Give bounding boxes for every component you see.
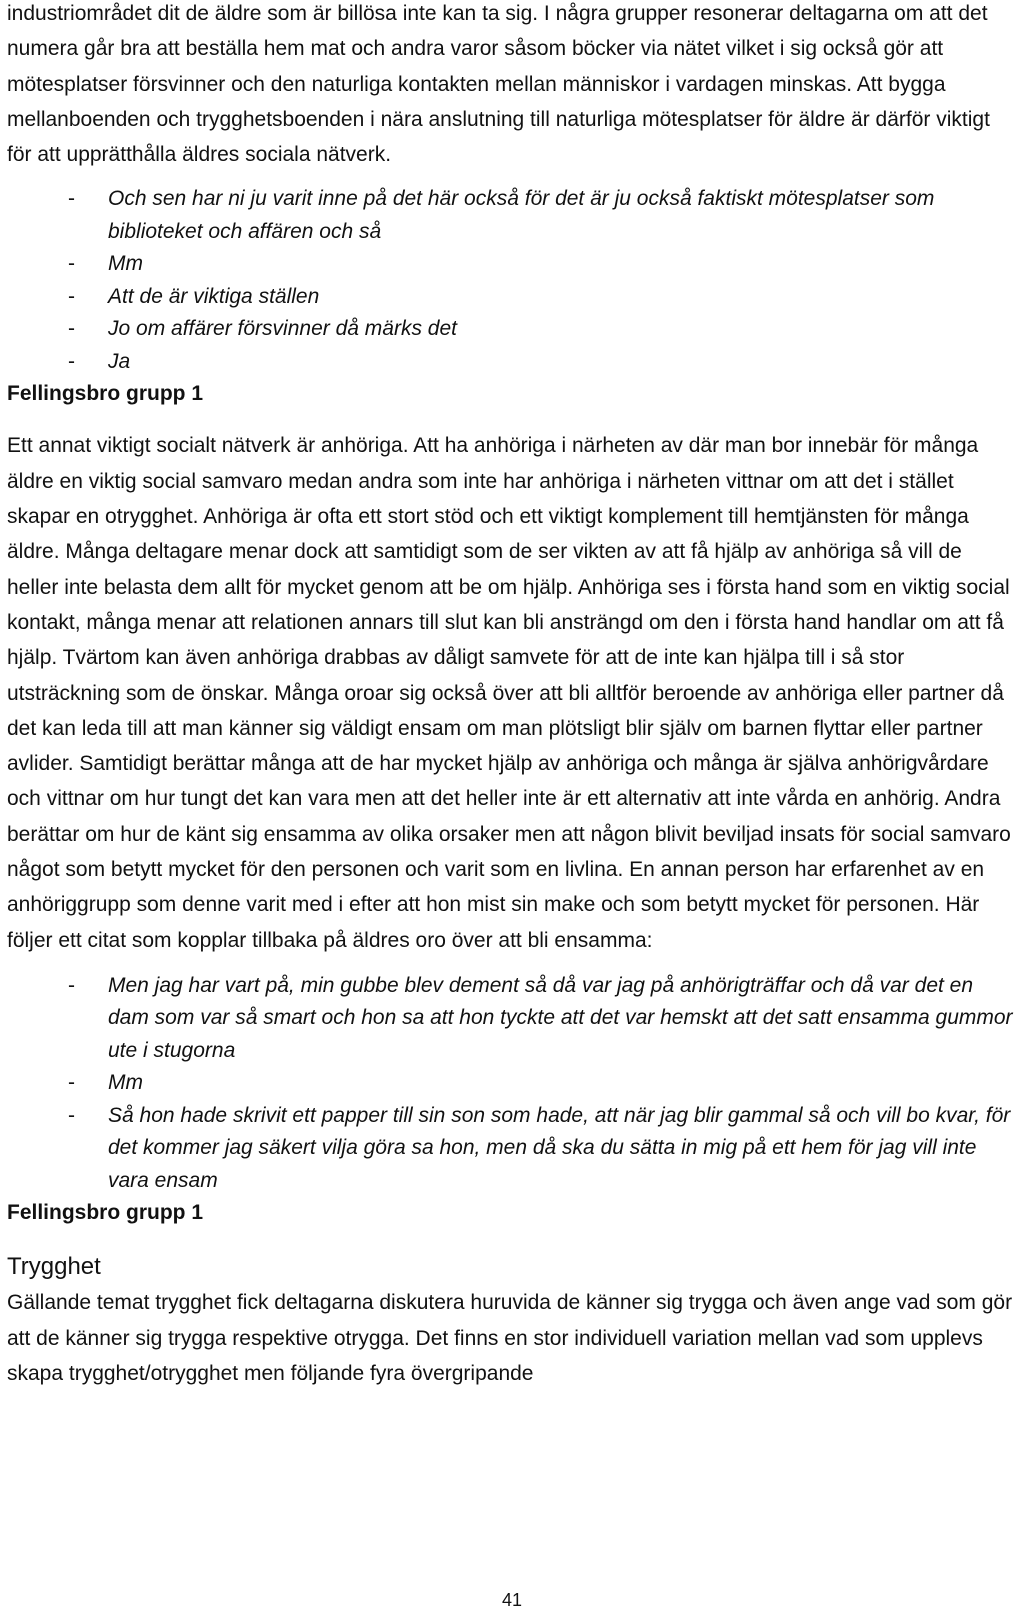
section-heading: Trygghet [7, 1253, 101, 1281]
bullet-dash: - [68, 187, 75, 211]
quote-source: Fellingsbro grupp 1 [7, 1201, 204, 1225]
quote-line [7, 183, 1019, 248]
quote-list [7, 183, 1019, 378]
quote-line [7, 970, 1019, 1068]
quote-line [7, 248, 1019, 281]
quote-source: Fellingsbro grupp 1 [7, 382, 204, 406]
body-paragraph: industriområdet dit de äldre som är billösa inte kan ta sig. I några grupper resonerar deltagarna om att det numera går bra att beställa hem mat och andra varor såsom böcker via nätet vilket i sig också gör att mötesplatser försvinner och den naturliga kontakten mellan människor i vardagen minskas. Att bygga mellanboenden och trygghetsboenden i nära anslutning till naturliga mötesplatser för äldre är därför viktigt för att upprätthålla äldres sociala nätverk. [7, 2, 990, 167]
bullet-dash: - [68, 284, 75, 308]
page-number: 41 [501, 1590, 523, 1610]
bullet-dash: - [68, 1071, 75, 1095]
bullet-dash: - [68, 349, 75, 373]
body-paragraph: Gällande temat trygghet fick deltagarna diskutera huruvida de känner sig trygga och även ange vad som gör att de känner sig trygga respektive otrygga. Det finns en stor individuell variation mellan vad som upplevs skapa trygghet/otrygghet men följande fyra övergripande [7, 1291, 1013, 1386]
bullet-dash: - [68, 252, 75, 276]
quote-text: Jo om affärer försvinner då märks det [108, 317, 457, 341]
quote-line [7, 281, 1019, 314]
quote-text: Mm [108, 252, 143, 276]
quote-text: Mm [108, 1071, 143, 1095]
quote-text: Att de är viktiga ställen [108, 284, 320, 308]
quote-line [7, 346, 1019, 379]
quote-text: Och sen har ni ju varit inne på det här också för det är ju också faktiskt mötesplatser som biblioteket och affären och så [108, 187, 935, 243]
quote-list [7, 970, 1019, 1198]
quote-line [7, 1100, 1019, 1198]
bullet-dash: - [68, 317, 75, 341]
quote-text: Så hon hade skrivit ett papper till sin son som hade, att när jag blir gammal så och vill bo kvar, för det kommer jag säkert vilja göra sa hon, men då ska du sätta in mig på ett hem för jag vill inte vara ensam [108, 1103, 1011, 1192]
quote-line [7, 1067, 1019, 1100]
quote-text: Men jag har vart på, min gubbe blev dement så då var jag på anhörigträffar och då var det en dam som var så smart och hon sa att hon tyckte att det var hemskt att det satt ensamma gummor ute i stugorna [108, 973, 1013, 1062]
bullet-dash: - [68, 973, 75, 997]
document-page [7, 0, 1019, 1391]
bullet-dash: - [68, 1103, 75, 1127]
quote-line [7, 313, 1019, 346]
quote-text: Ja [108, 349, 131, 373]
body-paragraph: Ett annat viktigt socialt nätverk är anhöriga. Att ha anhöriga i närheten av där man bor innebär för många äldre en viktig social samvaro medan andra som inte har anhöriga i närheten vittnar om att det i stället skapar en otrygghet. Anhöriga är ofta ett stort stöd och ett viktigt komplement till hemtjänsten för många äldre. Många deltagare menar dock att samtidigt som de ser vikten av att få hjälp av anhöriga så vill de heller inte belasta dem allt för mycket genom att be om hjälp. Anhöriga ses i första hand som en viktig social kontakt, många menar att relationen annars till slut kan bli ansträngd om den i första hand handlar om att få hjälp. Tvärtom kan även anhöriga drabbas av dåligt samvete för att de inte kan hjälpa till i så stor utsträckning som de önskar. Många oroar sig också över att bli alltför beroende av anhöriga eller partner då det kan leda till att man känner sig väldigt ensam om man plötsligt blir själv om barnen flyttar eller partner avlider. Samtidigt berättar många att de har mycket hjälp av anhöriga och många är själva anhörigvårdare och vittnar om hur tungt det kan vara men att det heller inte är ett alternativ att inte vårda en anhörig. Andra berättar om hur de känt sig ensamma av olika orsaker men att någon blivit beviljad insats för social samvaro något som betytt mycket för den personen och varit som en livlina. En annan person har erfarenhet av en anhöriggrupp som denne varit med i efter att hon mist sin make och som betytt mycket för personen. Här följer ett citat som kopplar tillbaka på äldres oro över att bli ensamma: [7, 434, 1011, 952]
